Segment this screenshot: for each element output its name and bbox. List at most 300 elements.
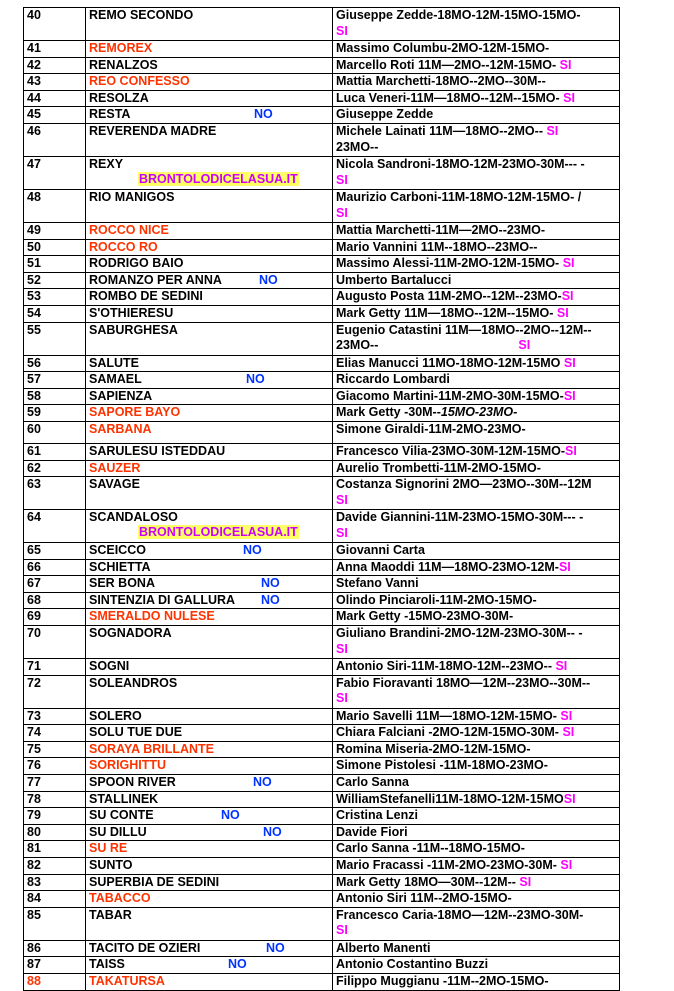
horse-name-cell	[86, 388, 333, 405]
row-number: 83	[24, 874, 86, 891]
owner-text: Antonio Siri-11M-18MO-12M--23MO--	[336, 659, 556, 674]
owner-text: Davide Giannini-11M-23MO-15MO-30M--- -	[336, 510, 584, 525]
owner-text: Chiara Falciani -2MO-12M-15MO-30M-	[336, 725, 563, 740]
no-flag: NO	[263, 824, 282, 839]
table-row	[24, 609, 620, 626]
owner-text-italic: 15MO-23MO-	[440, 405, 518, 420]
horse-name-cell	[86, 940, 333, 957]
table-row	[24, 576, 620, 593]
si-flag: SI	[336, 172, 348, 187]
table-row	[24, 405, 620, 422]
no-flag: NO	[261, 576, 280, 591]
horse-name-cell	[86, 421, 333, 443]
watermark-label: BRONTOLODICELASUA.IT	[139, 525, 298, 540]
horse-name-cell	[86, 256, 333, 273]
horse-name: SCHIETTA	[89, 559, 151, 574]
owner-cell	[333, 222, 620, 239]
table-row	[24, 355, 620, 372]
table-row	[24, 272, 620, 289]
no-flag: NO	[221, 808, 240, 823]
table-row	[24, 808, 620, 825]
owner-cell	[333, 725, 620, 742]
owner-text: Carlo Sanna	[336, 775, 409, 790]
owner-text: Mario Savelli 11M—18MO-12M-15MO-	[336, 708, 561, 723]
owner-text: Mario Fracassi -11M-2MO-23MO-30M-	[336, 858, 561, 872]
horse-name: REO CONFESSO	[89, 74, 190, 89]
owner-cell	[333, 741, 620, 758]
owner-cell	[333, 388, 620, 405]
si-flag: SI	[560, 708, 573, 723]
horse-name-cell	[86, 372, 333, 389]
no-flag: NO	[253, 775, 272, 790]
horse-name-cell	[86, 239, 333, 256]
owner-text: Giuseppe Zedde	[336, 107, 434, 122]
owner-text: Augusto Posta 11M-2MO--12M--23MO-	[336, 289, 562, 304]
horse-name: SU RE	[89, 841, 128, 856]
horse-name-cell	[86, 609, 333, 626]
owner-cell	[333, 272, 620, 289]
horse-name: REXY	[89, 156, 124, 171]
owner-text: Umberto Bartalucci	[336, 272, 452, 287]
owner-cell	[333, 372, 620, 389]
horse-name: SCEICCO	[89, 543, 146, 558]
row-number: 62	[24, 460, 86, 477]
horse-name-cell	[86, 123, 333, 156]
row-number: 47	[24, 156, 86, 189]
table-row	[24, 107, 620, 124]
horse-name: RESOLZA	[89, 90, 149, 105]
si-flag: SI	[558, 559, 571, 574]
horse-name: ROMBO DE SEDINI	[89, 289, 203, 304]
horse-name-cell	[86, 41, 333, 58]
horse-name-cell	[86, 626, 333, 659]
owner-text: Riccardo Lombardi	[336, 372, 450, 387]
owner-text: Elias Manucci 11MO-18MO-12M-15MO	[336, 355, 564, 370]
horse-name-cell	[86, 222, 333, 239]
owner-text: Anna Maoddi 11M—18MO-23MO-12M-	[336, 559, 559, 574]
owner-cell	[333, 775, 620, 792]
row-number: 48	[24, 189, 86, 222]
owner-cell	[333, 791, 620, 808]
row-number: 86	[24, 940, 86, 957]
horse-name: SCANDALOSO	[89, 510, 178, 525]
owner-text: Mark Getty 11M—18MO--12M--15MO-	[336, 305, 557, 320]
owner-cell	[333, 156, 620, 189]
owner-text: Michele Lainati 11M—18MO--2MO--	[336, 123, 547, 138]
horse-name-cell	[86, 659, 333, 676]
horse-name: RIO MANIGOS	[89, 189, 175, 204]
owner-text: Stefano Vanni	[336, 576, 419, 591]
row-number: 51	[24, 256, 86, 273]
horse-name: SORAYA BRILLANTE	[89, 741, 215, 756]
horse-name: REMOREX	[89, 41, 153, 55]
table-row	[24, 659, 620, 676]
owner-cell	[333, 90, 620, 107]
row-number: 60	[24, 421, 86, 443]
si-flag: SI	[560, 858, 573, 872]
table-row	[24, 543, 620, 560]
row-number: 87	[24, 957, 86, 974]
row-number: 82	[24, 858, 86, 875]
row-number: 41	[24, 41, 86, 58]
owner-cell	[333, 477, 620, 510]
owner-cell	[333, 858, 620, 875]
horse-name-cell	[86, 824, 333, 841]
owner-text: WilliamStefanelli11M-18MO-12M-15MO	[336, 791, 564, 806]
owner-cell	[333, 8, 620, 41]
owner-cell	[333, 874, 620, 891]
horse-name-cell	[86, 808, 333, 825]
owner-cell	[333, 57, 620, 74]
row-number: 42	[24, 57, 86, 74]
row-number: 64	[24, 510, 86, 543]
table-row	[24, 305, 620, 322]
row-number: 69	[24, 609, 86, 626]
row-number: 78	[24, 791, 86, 808]
table-row	[24, 775, 620, 792]
si-flag: SI	[336, 525, 348, 540]
owner-text: Romina Miseria-2MO-12M-15MO-	[336, 741, 531, 756]
row-number: 85	[24, 907, 86, 940]
table-row	[24, 90, 620, 107]
row-number: 55	[24, 322, 86, 355]
si-flag: SI	[336, 492, 348, 507]
owner-text: Filippo Muggianu -11M--2MO-15MO-	[336, 973, 549, 988]
owner-cell	[333, 708, 620, 725]
row-number: 80	[24, 824, 86, 841]
owner-cell	[333, 559, 620, 576]
table-row	[24, 592, 620, 609]
horse-name: SU CONTE	[89, 808, 154, 823]
si-flag: SI	[336, 205, 348, 220]
owner-text: Massimo Alessi-11M-2MO-12M-15MO-	[336, 256, 563, 271]
horse-name-cell	[86, 460, 333, 477]
horse-name-cell	[86, 592, 333, 609]
row-number: 88	[24, 973, 86, 990]
owner-cell	[333, 405, 620, 422]
si-flag: SI	[336, 691, 348, 706]
table-row	[24, 41, 620, 58]
no-flag: NO	[261, 592, 280, 607]
si-flag: SI	[562, 256, 575, 271]
owner-cell	[333, 659, 620, 676]
horse-name-cell	[86, 543, 333, 560]
horse-name: TABACCO	[89, 891, 151, 906]
row-number: 61	[24, 443, 86, 460]
owner-cell	[333, 460, 620, 477]
horse-name-cell	[86, 841, 333, 858]
horse-name: SMERALDO NULESE	[89, 609, 215, 624]
table-row	[24, 388, 620, 405]
owner-cell	[333, 609, 620, 626]
no-flag: NO	[243, 543, 262, 558]
table-row	[24, 289, 620, 306]
row-number: 45	[24, 107, 86, 124]
row-number: 68	[24, 592, 86, 609]
horse-name: SPOON RIVER	[89, 775, 176, 790]
horse-name-cell	[86, 907, 333, 940]
owner-text: Antonio Costantino Buzzi	[336, 957, 489, 972]
watermark-label: BRONTOLODICELASUA.IT	[139, 171, 298, 186]
table-row	[24, 957, 620, 974]
horse-name-cell	[86, 791, 333, 808]
row-number: 43	[24, 74, 86, 91]
si-flag: SI	[519, 874, 532, 889]
table-row	[24, 626, 620, 659]
table-row	[24, 824, 620, 841]
owner-text: Marcello Roti 11M—2MO--12M-15MO-	[336, 57, 560, 72]
row-number: 54	[24, 305, 86, 322]
owner-text: Mark Getty 18MO—30M--12M--	[336, 874, 520, 889]
table-row	[24, 156, 620, 189]
owner-cell	[333, 322, 620, 355]
owner-text: Eugenio Catastini 11M—18MO--2MO--12M--	[336, 322, 592, 337]
owner-text: Giuseppe Zedde-18MO-12M-15MO-15MO-	[336, 8, 581, 22]
table-row	[24, 74, 620, 91]
horse-name-cell	[86, 725, 333, 742]
si-flag: SI	[336, 23, 348, 38]
row-number: 65	[24, 543, 86, 560]
horse-name: SOLERO	[89, 708, 142, 723]
owner-cell	[333, 758, 620, 775]
owner-text: Massimo Columbu-2MO-12M-15MO-	[336, 41, 550, 55]
horse-name-cell	[86, 708, 333, 725]
owner-text: Davide Fiori	[336, 824, 408, 839]
no-flag: NO	[266, 940, 285, 955]
horse-name: TABAR	[89, 907, 132, 922]
horse-name: SAVAGE	[89, 477, 140, 492]
row-number: 58	[24, 388, 86, 405]
table-row	[24, 239, 620, 256]
table-row	[24, 973, 620, 990]
owner-cell	[333, 256, 620, 273]
horse-name-cell	[86, 8, 333, 41]
owner-cell	[333, 239, 620, 256]
horse-name-cell	[86, 858, 333, 875]
table-row	[24, 477, 620, 510]
si-flag: SI	[336, 923, 348, 938]
table-row	[24, 708, 620, 725]
si-flag: SI	[518, 338, 531, 353]
table-row	[24, 8, 620, 41]
horse-name: RENALZOS	[89, 57, 158, 72]
owner-cell	[333, 443, 620, 460]
horse-name-cell	[86, 675, 333, 708]
row-number: 77	[24, 775, 86, 792]
horse-name: SAPORE BAYO	[89, 405, 181, 420]
horse-name-cell	[86, 443, 333, 460]
row-number: 59	[24, 405, 86, 422]
table-body	[24, 8, 620, 991]
si-flag: SI	[563, 791, 576, 806]
table-row	[24, 189, 620, 222]
row-number: 57	[24, 372, 86, 389]
owner-cell	[333, 74, 620, 91]
owner-cell	[333, 891, 620, 908]
row-number: 63	[24, 477, 86, 510]
no-flag: NO	[259, 272, 278, 287]
horse-name-cell	[86, 272, 333, 289]
table-row	[24, 874, 620, 891]
no-flag: NO	[254, 107, 273, 122]
table-row	[24, 758, 620, 775]
horse-name: TAKATURSA	[89, 973, 165, 988]
table-row	[24, 322, 620, 355]
owner-cell	[333, 41, 620, 58]
table-row	[24, 841, 620, 858]
table-row	[24, 725, 620, 742]
horse-name: SARBANA	[89, 421, 152, 436]
table-row	[24, 57, 620, 74]
table-row	[24, 123, 620, 156]
owner-text: Giacomo Martini-11M-2MO-30M-15MO-	[336, 388, 564, 403]
table-row	[24, 256, 620, 273]
horse-name: SORIGHITTU	[89, 758, 167, 773]
owner-text: Mattia Marchetti-18MO--2MO--30M--	[336, 74, 546, 89]
horse-name-cell	[86, 741, 333, 758]
horse-name-cell	[86, 510, 333, 543]
horse-name-cell	[86, 874, 333, 891]
horse-name-cell	[86, 322, 333, 355]
horse-name-cell	[86, 891, 333, 908]
horse-name-cell	[86, 74, 333, 91]
owner-text: Mark Getty -30M--	[336, 405, 441, 420]
table-row	[24, 421, 620, 443]
row-number: 79	[24, 808, 86, 825]
table-row	[24, 559, 620, 576]
row-number: 46	[24, 123, 86, 156]
horse-name: STALLINEK	[89, 791, 159, 806]
si-flag: SI	[546, 123, 559, 138]
owner-cell	[333, 626, 620, 659]
table-row	[24, 858, 620, 875]
row-number: 76	[24, 758, 86, 775]
row-number: 44	[24, 90, 86, 107]
horse-name: SOLU TUE DUE	[89, 725, 183, 740]
horse-name: SARULESU ISTEDDAU	[89, 443, 226, 458]
horse-name-cell	[86, 973, 333, 990]
horse-name: TAISS	[89, 957, 125, 972]
row-number: 56	[24, 355, 86, 372]
si-flag: SI	[563, 388, 576, 403]
si-flag: SI	[561, 289, 574, 304]
row-number: 49	[24, 222, 86, 239]
owner-text: Olindo Pinciaroli-11M-2MO-15MO-	[336, 592, 537, 607]
table-row	[24, 372, 620, 389]
horse-name: SOLEANDROS	[89, 675, 178, 690]
horse-name: RODRIGO BAIO	[89, 256, 184, 271]
table-row	[24, 741, 620, 758]
horse-name: SER BONA	[89, 576, 155, 591]
owner-text-line2: 23MO--	[336, 139, 379, 154]
row-number: 75	[24, 741, 86, 758]
row-number: 72	[24, 675, 86, 708]
horse-name-cell	[86, 957, 333, 974]
owner-text: Francesco Caria-18MO—12M--23MO-30M-	[336, 907, 584, 922]
row-number: 74	[24, 725, 86, 742]
table-row	[24, 791, 620, 808]
no-flag: NO	[246, 372, 265, 387]
owner-cell	[333, 123, 620, 156]
owner-text: Mattia Marchetti-11M—2MO--23MO-	[336, 222, 546, 237]
owner-cell	[333, 543, 620, 560]
horse-name-cell	[86, 289, 333, 306]
owner-text: Francesco Vilia-23MO-30M-12M-15MO-	[336, 443, 566, 458]
owner-cell	[333, 355, 620, 372]
si-flag: SI	[563, 355, 576, 370]
horse-name: REVERENDA MADRE	[89, 123, 217, 138]
owner-cell	[333, 940, 620, 957]
owner-text: Alberto Manenti	[336, 940, 431, 955]
horse-name: SABURGHESA	[89, 322, 178, 337]
si-flag: SI	[559, 57, 572, 72]
owner-text-line2: 23MO--	[336, 338, 379, 353]
table-row	[24, 460, 620, 477]
owner-cell	[333, 189, 620, 222]
row-number: 40	[24, 8, 86, 41]
owner-cell	[333, 510, 620, 543]
horse-name: RESTA	[89, 107, 131, 122]
table-row	[24, 675, 620, 708]
no-flag: NO	[228, 957, 247, 972]
owner-text: Nicola Sandroni-18MO-12M-23MO-30M--- -	[336, 156, 585, 171]
owner-cell	[333, 576, 620, 593]
horse-name-cell	[86, 405, 333, 422]
owner-cell	[333, 289, 620, 306]
owner-cell	[333, 841, 620, 858]
owner-text: Cristina Lenzi	[336, 808, 418, 823]
horse-name-cell	[86, 305, 333, 322]
table-row	[24, 443, 620, 460]
owner-cell	[333, 592, 620, 609]
owner-text: Maurizio Carboni-11M-18MO-12M-15MO- /	[336, 189, 582, 204]
horse-name: ROCCO NICE	[89, 222, 169, 237]
table-row	[24, 940, 620, 957]
owner-cell	[333, 421, 620, 443]
owner-text: Luca Veneri-11M—18MO--12M--15MO-	[336, 90, 564, 105]
owner-text: Mark Getty -15MO-23MO-30M-	[336, 609, 514, 624]
horse-name: ROMANZO PER ANNA	[89, 272, 222, 287]
owner-text: Aurelio Trombetti-11M-2MO-15MO-	[336, 460, 541, 475]
owner-cell	[333, 305, 620, 322]
horse-name: SOGNADORA	[89, 626, 172, 641]
si-flag: SI	[562, 725, 575, 740]
si-flag: SI	[565, 443, 577, 458]
horse-name-cell	[86, 775, 333, 792]
owner-cell	[333, 808, 620, 825]
horse-name: SALUTE	[89, 355, 139, 370]
table-row	[24, 907, 620, 940]
horse-name-cell	[86, 156, 333, 189]
horse-name: SAMAEL	[89, 372, 142, 387]
si-flag: SI	[555, 659, 568, 674]
horse-name-cell	[86, 189, 333, 222]
horse-name: SAUZER	[89, 460, 141, 475]
horse-name-cell	[86, 57, 333, 74]
horse-name-cell	[86, 355, 333, 372]
row-number: 81	[24, 841, 86, 858]
owner-cell	[333, 824, 620, 841]
owner-text: Carlo Sanna -11M--18MO-15MO-	[336, 841, 525, 856]
owner-cell	[333, 973, 620, 990]
si-flag: SI	[563, 90, 575, 105]
row-number: 70	[24, 626, 86, 659]
owner-text: Giuliano Brandini-2MO-12M-23MO-30M-- -	[336, 626, 583, 641]
horse-name-cell	[86, 477, 333, 510]
horse-name: TACITO DE OZIERI	[89, 940, 201, 955]
row-number: 53	[24, 289, 86, 306]
horse-name-cell	[86, 559, 333, 576]
